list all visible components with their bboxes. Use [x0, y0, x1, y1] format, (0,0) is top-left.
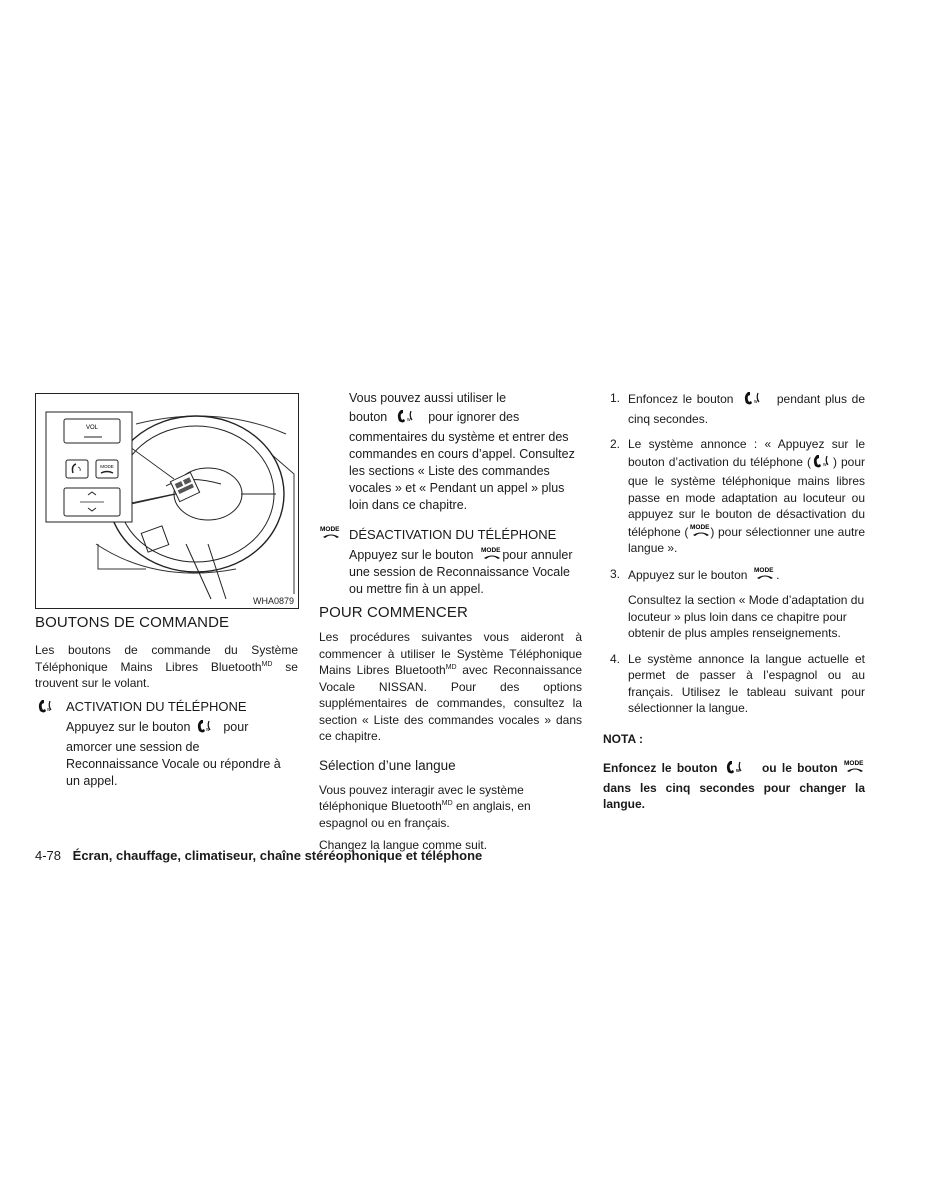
svg-text:w: w [47, 706, 51, 713]
mode-phone-icon [319, 525, 345, 543]
step-1: 1. Enfoncez le bouton w pendant plus de cinq secondes. [610, 391, 865, 426]
intro-line: Vous pouvez aussi utiliser le [349, 391, 507, 405]
svg-text:w: w [822, 461, 827, 468]
svg-text:w: w [735, 768, 740, 774]
svg-text:MODE: MODE [480, 547, 501, 554]
svg-text:w: w [406, 417, 411, 423]
figure-label: WHA0879 [252, 596, 294, 606]
nota-paragraph: Enfoncez le bouton w ou le bouton MODE dans les cinq secondes pour changer la langue. [603, 760, 865, 811]
step-2: 2. Le système annonce : « Appuyez sur le bouton d’activation du téléphone ( w ) pour que le système téléphonique mains libres passe en mode adaptation au locuteur ou appuyez sur le bouton de désactivation du téléphone ( MODE ) pour sélectionner une autre langue ». [610, 437, 865, 555]
steering-controls-figure [35, 393, 299, 609]
ignore-paragraph: bouton w pour ignorer des commentaires du système et entrer des commandes en cours d’appel. Consultez les sections « Liste des commandes vocales » et « Pendant un appel » plus loin dans ce chapitre. [349, 410, 575, 512]
mode-phone-icon [688, 523, 710, 536]
talk-icon [35, 698, 61, 718]
svg-text:VOL: VOL [85, 425, 99, 431]
page-number: 4-78 [35, 848, 62, 863]
step-3-note: Consultez la section « Mode d’adaptation du locuteur » plus loin dans ce chapitre pour obtenir de plus amples renseignements. [628, 593, 865, 640]
svg-text:w: w [754, 399, 758, 405]
deactivation-heading-row [319, 526, 584, 543]
mode-phone-icon [843, 759, 865, 772]
page-footer [35, 848, 482, 863]
intro-paragraph: Les boutons de commande du Système Téléphonique Mains Libres Bluetooth$^{MD}$ se trouvent sur le volant. [35, 643, 298, 690]
section-heading-commencer: POUR COMMENCER [319, 604, 468, 621]
svg-text:MODE: MODE [753, 566, 774, 574]
mode-phone-icon [751, 566, 773, 579]
talk-icon [723, 759, 757, 780]
language-subheading: Sélection d’une langue [319, 757, 456, 773]
svg-text:w: w [205, 726, 210, 733]
activation-heading-row [35, 698, 299, 715]
talk-icon [194, 718, 220, 739]
nota-label: NOTA : [603, 731, 643, 746]
start-paragraph: Les procédures suivantes vous aideront à commencer à utiliser le Système Téléphonique Mains Libres Bluetooth$^{MD}$ avec Reconnaissance Vocale NISSAN. Pour des options supplémentaires de commandes, consultez la section « Liste des commandes vocales » dans ce chapitre. [319, 630, 582, 743]
chapter-title: Écran, chauffage, climatiseur, chaîne stéréophonique et téléphone [72, 848, 483, 863]
talk-icon [738, 390, 772, 411]
svg-text:MODE: MODE [100, 464, 114, 469]
talk-icon [391, 408, 425, 429]
activation-heading: ACTIVATION DU TÉLÉPHONE [66, 698, 247, 714]
svg-text:MODE: MODE [320, 526, 340, 533]
column-2 [319, 390, 584, 854]
talk-icon [811, 453, 833, 474]
step-4: 4. Le système annonce la langue actuelle et permet de passer à l’espagnol ou au français. Utilisez le tableau suivant pour sélectionner la langue. [610, 651, 865, 715]
deactivation-heading: DÉSACTIVATION DU TÉLÉPHONE [349, 527, 557, 542]
column-1 [35, 614, 299, 790]
language-paragraph: Vous pouvez interagir avec le système téléphonique Bluetooth$^{MD}$ en anglais, en espagnol ou en français. [319, 782, 531, 830]
step-3: 3. Appuyez sur le bouton MODE . [610, 566, 780, 582]
mode-phone-icon [477, 546, 499, 559]
activation-paragraph: Appuyez sur le bouton w pour amorcer une session de Reconnaissance Vocale ou répondre à un appel. [66, 719, 281, 788]
section-heading-boutons: BOUTONS DE COMMANDE [35, 614, 230, 631]
column-3 [603, 390, 865, 813]
svg-text:MODE: MODE [690, 523, 710, 531]
svg-text:MODE: MODE [844, 760, 864, 767]
steering-wheel-illustration [36, 394, 299, 609]
deactivation-paragraph: Appuyez sur le bouton MODE pour annuler une session de Reconnaissance Vocale ou mettre fin à un appel. [349, 547, 573, 596]
language-change-line: Changez la langue comme suit. [319, 838, 488, 852]
